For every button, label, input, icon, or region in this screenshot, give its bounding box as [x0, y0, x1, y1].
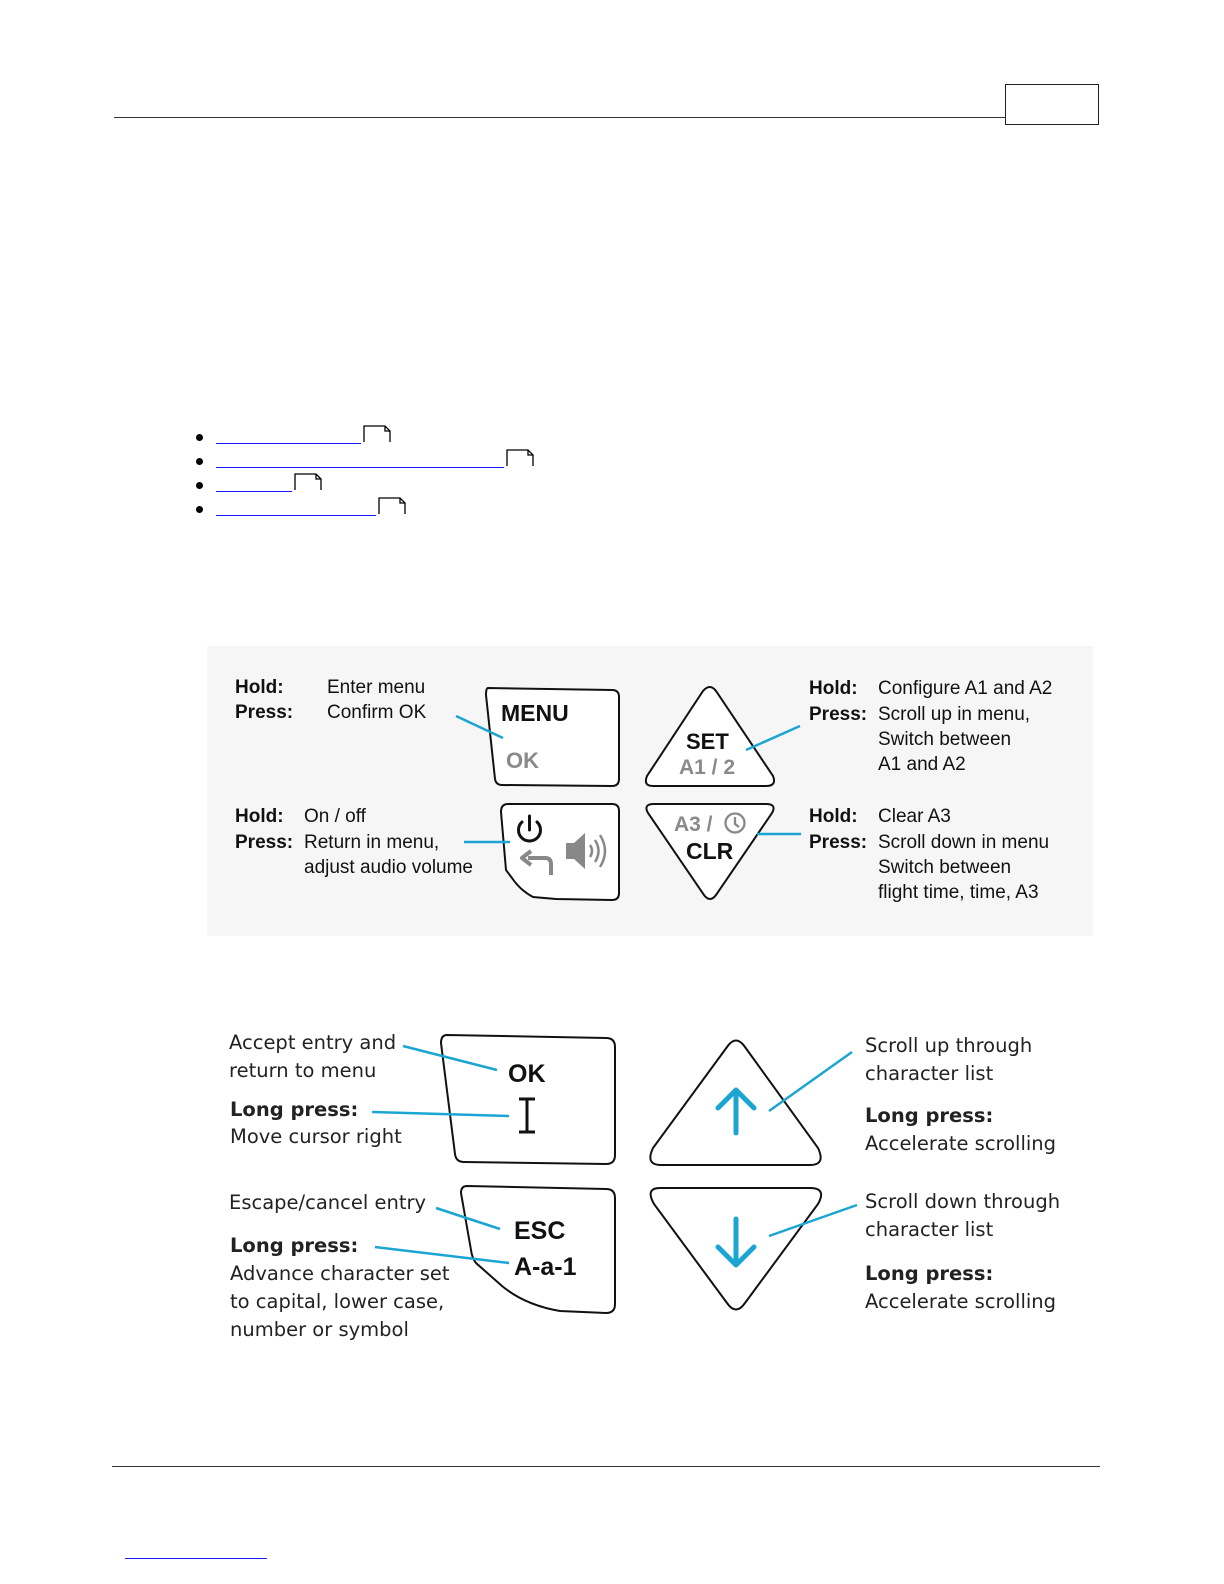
- ok-entry-desc: Accept entry and: [229, 1031, 397, 1054]
- power-press-line: adjust audio volume: [304, 857, 473, 878]
- menu-hold-label: Hold:: [235, 677, 284, 698]
- a3-key-label: A3 /: [674, 813, 713, 836]
- clr-press-label: Press:: [809, 832, 868, 853]
- up-long-press-text: Accelerate scrolling: [865, 1132, 1057, 1155]
- esc-long-press-line: Advance character set: [230, 1262, 450, 1285]
- set-press-line: Switch between: [878, 729, 1012, 750]
- up-long-press-label: Long press:: [865, 1104, 994, 1127]
- up-entry-desc: Scroll up through: [865, 1034, 1033, 1057]
- down-entry-desc: Scroll down through: [865, 1190, 1061, 1213]
- esc-long-press-line: number or symbol: [230, 1318, 409, 1341]
- clr-press-line: Switch between: [878, 857, 1012, 878]
- menu-press-label: Press:: [235, 702, 294, 723]
- clr-press-line: Scroll down in menu: [878, 832, 1050, 853]
- set-press-line: Scroll up in menu,: [878, 704, 1031, 725]
- ok-key-label: OK: [506, 748, 539, 773]
- set-key-label: SET: [686, 729, 729, 754]
- set-press-line: A1 and A2: [878, 754, 966, 775]
- a12-key-label: A1 / 2: [679, 756, 736, 779]
- set-hold-text: Configure A1 and A2: [878, 678, 1053, 699]
- esc-entry-key: [461, 1186, 615, 1313]
- down-long-press-text: Accelerate scrolling: [865, 1290, 1057, 1313]
- down-long-press-label: Long press:: [865, 1262, 994, 1285]
- ok-long-press-text: Move cursor right: [230, 1125, 402, 1148]
- esc-entry-key-label: ESC: [514, 1217, 566, 1245]
- menu-press-text: Confirm OK: [327, 702, 427, 723]
- power-hold-label: Hold:: [235, 806, 284, 827]
- ok-entry-desc: return to menu: [229, 1059, 377, 1082]
- menu-hold-text: Enter menu: [327, 677, 426, 698]
- menu-key-label: MENU: [501, 700, 569, 726]
- power-press-label: Press:: [235, 832, 294, 853]
- clr-press-line: flight time, time, A3: [878, 882, 1039, 903]
- clr-hold-label: Hold:: [809, 806, 858, 827]
- esc-entry-desc: Escape/cancel entry: [229, 1191, 427, 1214]
- set-press-label: Press:: [809, 704, 868, 725]
- power-hold-text: On / off: [304, 806, 366, 827]
- power-press-line: Return in menu,: [304, 832, 440, 853]
- down-entry-desc: character list: [865, 1218, 994, 1241]
- esc-long-press-label: Long press:: [230, 1234, 359, 1257]
- esc-long-press-line: to capital, lower case,: [230, 1290, 445, 1313]
- clr-key-label: CLR: [686, 838, 734, 864]
- clr-hold-text: Clear A3: [878, 806, 951, 827]
- ok-entry-key-label: OK: [508, 1060, 546, 1088]
- set-hold-label: Hold:: [809, 678, 858, 699]
- up-entry-desc: character list: [865, 1062, 994, 1085]
- ok-long-press-label: Long press:: [230, 1098, 359, 1121]
- charset-key-label: A-a-1: [514, 1253, 577, 1281]
